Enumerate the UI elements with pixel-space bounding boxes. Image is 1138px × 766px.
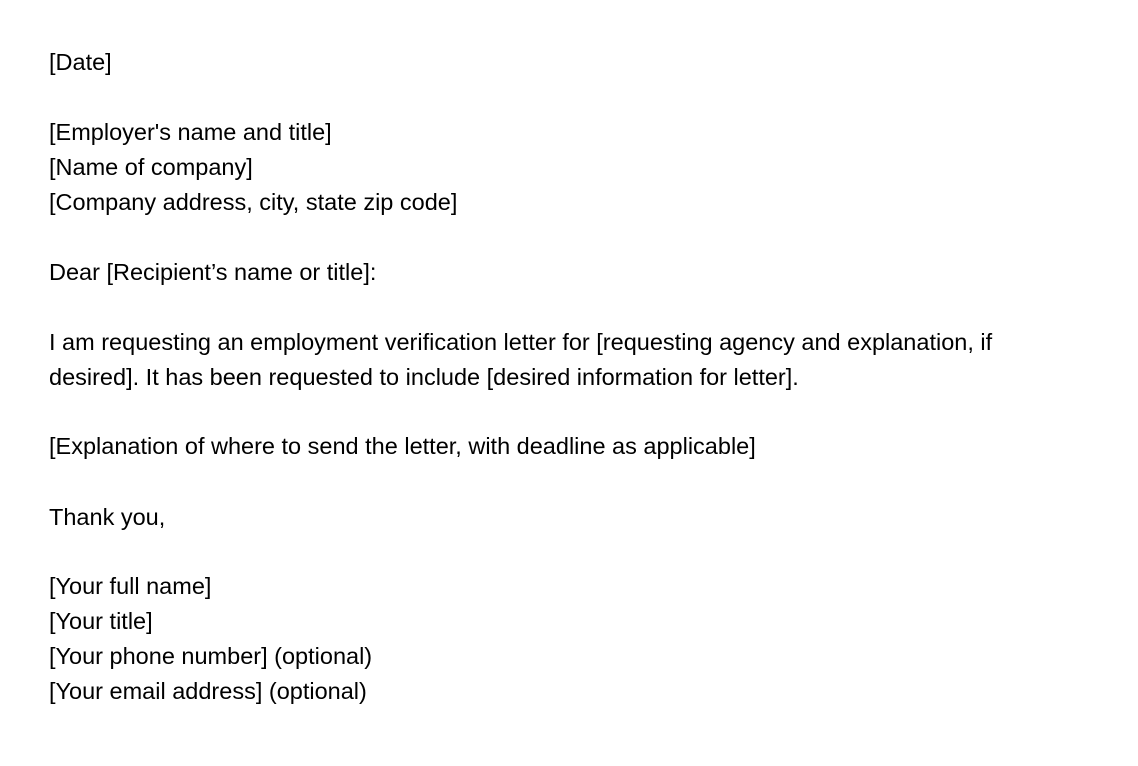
- signature-full-name: [Your full name]: [49, 573, 212, 599]
- date-line: [Date]: [49, 49, 112, 75]
- signature-title: [Your title]: [49, 608, 153, 634]
- request-paragraph-line-1: I am requesting an employment verification letter for [requesting agency and explanation, if: [49, 329, 993, 355]
- closing: Thank you,: [49, 504, 166, 530]
- recipient-company: [Name of company]: [49, 154, 253, 180]
- recipient-name-title: [Employer's name and title]: [49, 119, 332, 145]
- delivery-paragraph: [Explanation of where to send the letter, with deadline as applicable]: [49, 433, 756, 459]
- signature-email: [Your email address] (optional): [49, 678, 367, 704]
- salutation: Dear [Recipient’s name or title]:: [49, 259, 377, 285]
- recipient-address: [Company address, city, state zip code]: [49, 189, 458, 215]
- signature-phone: [Your phone number] (optional): [49, 643, 373, 669]
- request-paragraph-line-2: desired]. It has been requested to include [desired information for letter].: [49, 364, 799, 390]
